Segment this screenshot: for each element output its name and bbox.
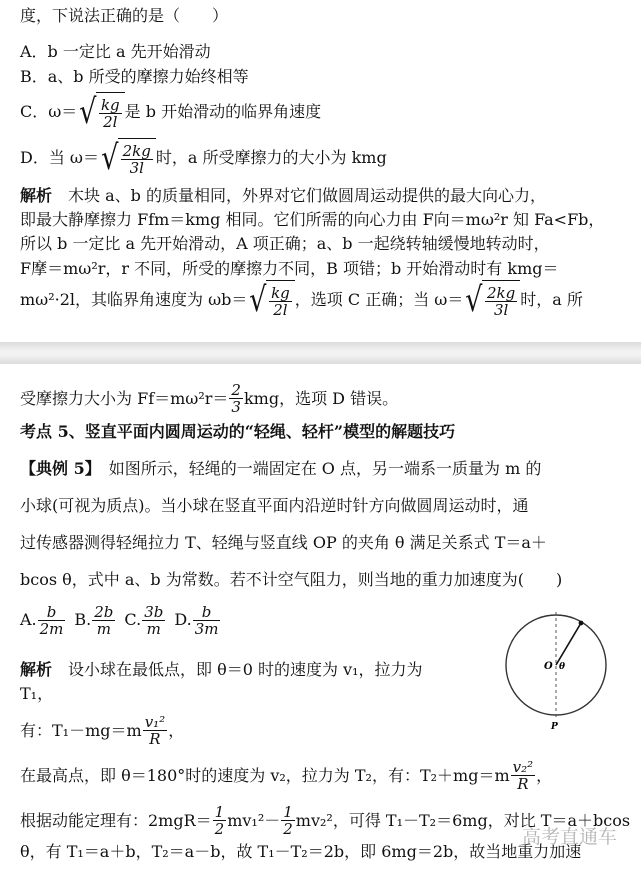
fraction-denominator: 2 — [214, 820, 225, 838]
ball — [579, 621, 584, 626]
sqrt-expression: √ $\frac{2kg}{3l}$ — [99, 138, 156, 178]
fraction-denominator: 3 — [231, 398, 241, 416]
light-string — [556, 623, 581, 665]
fraction-denominator: 3l — [129, 159, 144, 177]
option-c-suffix: 是 b 开始滑动的临界角速度 — [124, 102, 322, 121]
fraction-denominator: 2l — [273, 301, 288, 319]
fraction-numerator: kg — [100, 96, 120, 114]
sqrt-expression: √ $\frac{kg}{2l}$ — [77, 92, 124, 132]
solution-text: 设小球在最低点，即 θ＝0 时的速度为 v₁，拉力为 — [52, 660, 423, 679]
analysis-line-4: F摩＝mω²r，r 不同，所受的摩擦力不同，B 项错；b 开始滑动时有 kmg＝ — [20, 259, 559, 278]
analysis-line-1 — [20, 186, 546, 206]
option-c-prefix: C．ω＝ — [20, 102, 78, 121]
example-line-3: 过传感器测得轻绳拉力 T、轻绳与竖直线 OP 的夹角 θ 满足关系式 T＝a＋ — [20, 533, 547, 552]
page-top — [0, 0, 641, 342]
sqrt-expression: √ $\frac{kg}{2l}$ — [247, 280, 294, 320]
continuation-line — [20, 382, 398, 415]
example-line-2: 小球(可视为质点)。当小球在竖直平面内沿逆时针方向做圆周运动时，通 — [20, 496, 529, 515]
analysis-line-3: 所以 b 一定比 a 先开始滑动，A 项正确；a、b 一起绕转轴缓慢地转动时， — [20, 234, 550, 253]
fraction-numerator: 1 — [214, 803, 225, 821]
example-text: 如图所示，轻绳的一端固定在 O 点，另一端系一质量为 m 的 — [92, 459, 542, 478]
option-letter: A. — [20, 610, 37, 629]
answer-option-b — [74, 604, 116, 637]
option-letter: D. — [174, 610, 192, 629]
question-tail: 度，下说法正确的是（ ） — [20, 6, 229, 25]
analysis-text: mω²·2l，其临界角速度为 ωb＝ — [20, 290, 248, 309]
solution-text: mv₂²，可得 T₁－T₂＝6mg，对比 T＝a＋bcos — [295, 810, 631, 830]
analysis-line-5 — [20, 280, 583, 320]
solution-line-4 — [20, 759, 552, 792]
option-c — [20, 92, 321, 132]
fraction-denominator: R — [149, 730, 161, 748]
example-line-1 — [20, 459, 541, 479]
option-b: B．a、b 所受的摩擦力始终相等 — [20, 67, 249, 86]
option-letter: B. — [74, 610, 92, 629]
sqrt-expression: √ $\frac{2kg}{3l}$ — [463, 280, 520, 320]
fraction-denominator: m — [146, 620, 161, 638]
example-label: 【典例 5】 — [20, 459, 93, 478]
solution-text: 有：T₁－mg＝m — [20, 720, 142, 740]
fraction-numerator: v₁² — [144, 713, 166, 731]
fraction-numerator: 1 — [283, 803, 293, 821]
option-d — [20, 138, 387, 178]
fraction-numerator: 2kg — [487, 284, 516, 302]
fraction-denominator: m — [96, 620, 111, 638]
section-heading: 考点 5、竖直平面内圆周运动的“轻绳、轻杆”模型的解题技巧 — [20, 422, 456, 441]
label-theta: θ — [559, 662, 566, 672]
solution-text: ， — [168, 720, 185, 740]
answer-option-d — [174, 604, 221, 637]
solution-text: ， — [536, 765, 553, 785]
option-a: A．b 一定比 a 先开始滑动 — [20, 42, 211, 61]
answer-option-c — [124, 604, 166, 637]
solution-line-1 — [20, 660, 423, 680]
option-letter: C. — [124, 610, 142, 629]
fraction-denominator: 3l — [493, 301, 509, 319]
page-bottom — [0, 364, 641, 869]
fraction-numerator: 2b — [94, 603, 114, 621]
fraction-numerator: b — [38, 604, 66, 621]
solution-text: 根据动能定理有：2mgR＝ — [20, 810, 212, 830]
solution-text: 在最高点，即 θ＝180°时的速度为 v₂，拉力为 T₂，有：T₂＋mg＝m — [20, 765, 510, 785]
fraction-denominator: 2m — [39, 620, 64, 638]
analysis-label: 解析 — [20, 660, 53, 679]
fraction-numerator: 2kg — [122, 142, 151, 160]
fraction-numerator: 2 — [231, 381, 241, 399]
fraction-numerator: b — [193, 604, 221, 621]
option-d-prefix: D．当 ω＝ — [20, 148, 99, 167]
solution-line-6: θ，有 T₁＝a＋b，T₂＝a－b，故 T₁－T₂＝2b，即 6mg＝2b，故当地重力加速 — [20, 842, 582, 861]
option-d-suffix: 时，a 所受摩擦力的大小为 kmg — [155, 148, 387, 167]
solution-line-2: T₁， — [20, 684, 54, 703]
fraction-numerator: 3b — [144, 603, 164, 621]
label-p: P — [551, 722, 558, 730]
fraction-numerator: kg — [271, 284, 290, 302]
analysis-text: 时，a 所 — [520, 290, 583, 309]
circle-diagram — [500, 608, 612, 730]
fraction-denominator: R — [517, 775, 529, 793]
watermark: 高考直通车 — [521, 826, 617, 848]
analysis-text: ，选项 C 正确；当 ω＝ — [294, 290, 464, 309]
continuation-text: kmg，选项 D 错误。 — [243, 388, 399, 408]
label-o: O — [544, 661, 553, 672]
answer-option-a — [20, 604, 66, 637]
example-line-4: bcos θ，式中 a、b 为常数。若不计空气阻力，则当地的重力加速度为( ) — [20, 570, 563, 589]
continuation-text: 受摩擦力大小为 Ff＝mω²r＝ — [20, 388, 229, 408]
fraction-denominator: 2l — [103, 113, 118, 131]
solution-line-3 — [20, 714, 184, 747]
answer-options — [20, 604, 221, 637]
analysis-text: 木块 a、b 的质量相同，外界对它们做圆周运动提供的最大向心力， — [52, 186, 546, 205]
analysis-label: 解析 — [20, 186, 53, 205]
analysis-line-2: 即最大静摩擦力 Ffm＝kmg 相同。它们所需的向心力由 F向＝mω²r 知 Fa<Fb， — [20, 210, 605, 229]
fraction-numerator: v₂² — [512, 758, 534, 776]
fraction-denominator: 2 — [283, 820, 293, 838]
page-divider — [0, 342, 641, 364]
fraction-denominator: 3m — [194, 620, 219, 638]
solution-text: mv₁²－ — [227, 810, 281, 830]
